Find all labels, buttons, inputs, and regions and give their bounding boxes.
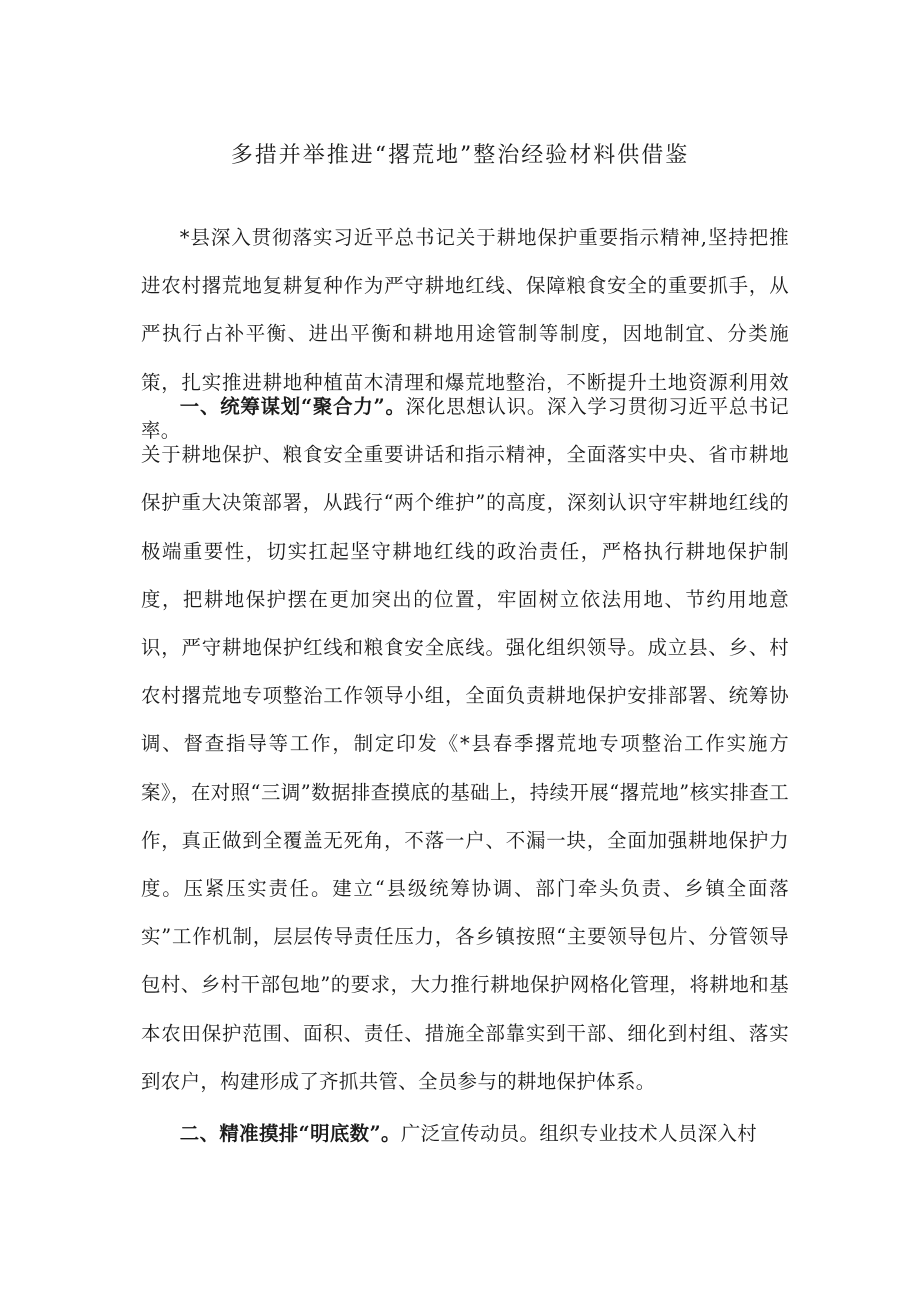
section-2-heading: 二、精准摸排“明底数”。 <box>179 1122 401 1145</box>
section-1-text: 深化思想认识。深入学习贯彻习近平总书记关于耕地保护、粮食安全重要讲话和指示精神，全面落实中央、省市耕地保护重大决策部署，从践行“两个维护”的高度，深刻认识守牢耕地红线的极端重要性，切实扛起坚守耕地红线的政治责任，严格执行耕地保护制度，把耕地保护摆在更加突出的位置，牢固树立依法用地、节约用地意识，严守耕地保护红线和粮食安全底线。强化组织领导。成立县、乡、村农村撂荒地专项整治工作领导小组，全面负责耕地保护安排部署、统筹协调、督查指导等工作，制定印发《*县春季撂荒地专项整治工作实施方案》，在对照“三调”数据排查摸底的基础上，持续开展“撂荒地”核实排查工作，真正做到全覆盖无死角，不落一户、不漏一块，全面加强耕地保护力度。压紧压实责任。建立“县级统筹协调、部门牵头负责、乡镇全面落实”工作机制，层层传导责任压力，各乡镇按照“主要领导包片、分管领导包村、乡村干部包地”的要求，大力推行耕地保护网格化管理，将耕地和基本农田保护范围、面积、责任、措施全部靠实到干部、细化到村组、落实到农户，构建形成了齐抓共管、全员参与的耕地保护体系。 <box>141 395 789 1093</box>
paragraph-intro-text: *县深入贯彻落实习近平总书记关于耕地保护重要指示精神,坚持把推进农村撂荒地复耕复种作为严守耕地红线、保障粮食安全的重要抓手，从严执行占补平衡、进出平衡和耕地用途管制等制度，因地制宜、分类施策，扎实推进耕地种植苗木清理和爆荒地整治，不断提升土地资源利用效率。 <box>141 226 789 442</box>
paragraph-section-2 <box>141 1110 789 1158</box>
section-2-text: 广泛宣传动员。组织专业技术人员深入村 <box>400 1122 758 1145</box>
document-title: 多措并举推进“撂荒地”整治经验材料供借鉴 <box>230 143 690 168</box>
section-1-heading: 一、统筹谋划“聚合力”。 <box>179 395 406 418</box>
paragraph-section-1 <box>141 383 789 1106</box>
